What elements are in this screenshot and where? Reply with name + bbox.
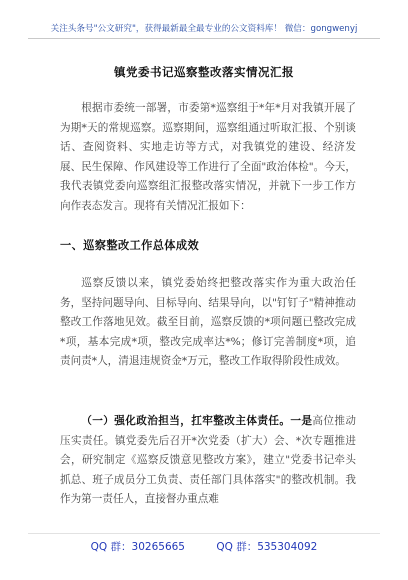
footer-qq-group-1: QQ 群：30265665 — [90, 541, 185, 553]
footer-divider — [28, 533, 380, 534]
subheading-1-lead: 一是 — [290, 415, 313, 427]
subheading-1: （一）强化政治担当，扛牢整改主体责任。 — [81, 415, 291, 427]
responsibility-paragraph-body: 高位推动压实责任。镇党委先后召开*次党委（扩大）会、*次专题推进会，研究制定《巡察反馈意见整改方案》，建立"党委书记牵头抓总、班子成员分工负责、责任部门具体落实"的整改机制。我作为第一责任人，直接督办重点难 — [60, 415, 357, 505]
section-heading-1: 一、巡察整改工作总体成效 — [60, 238, 200, 252]
header-divider — [28, 38, 380, 39]
intro-paragraph — [60, 99, 356, 216]
header-promo-note: 关注头条号"公文研究"，获得最新最全最专业的公文资料库！ 微信：gongwenyj — [50, 24, 358, 34]
responsibility-paragraph — [60, 412, 356, 510]
footer-contacts — [0, 539, 408, 554]
document-title: 镇党委书记巡察整改落实情况汇报 — [114, 65, 294, 79]
results-paragraph-text: 巡察反馈以来，镇党委始终把整改落实作为重大政治任务，坚持问题导向、目标导向、结果导向，以"钉钉子"精神推动整改工作落地见效。截至目前，巡察反馈的*项问题已整改完成*项，基本完成*项，整改完成率达*%；修订完善制度*项，追责问责*人，清退违规资金*万元，整改工作取得阶段性成效。 — [60, 277, 356, 367]
responsibility-paragraph-text — [60, 412, 356, 510]
results-paragraph — [60, 274, 356, 372]
intro-paragraph-text: 根据市委统一部署，市委第*巡察组于*年*月对我镇开展了为期*天的常规巡察。巡察期间，巡察组通过听取汇报、个别谈话、查阅资料、实地走访等方式，对我镇党的建设、经济发展、民生保障、作风建设等工作进行了全面"政治体检"。今天，我代表镇党委向巡察组汇报整改落实情况，并就下一步工作方向作表态发言。现将有关情况汇报如下： — [60, 102, 356, 212]
footer-qq-group-2: QQ 群：535304092 — [216, 541, 318, 553]
